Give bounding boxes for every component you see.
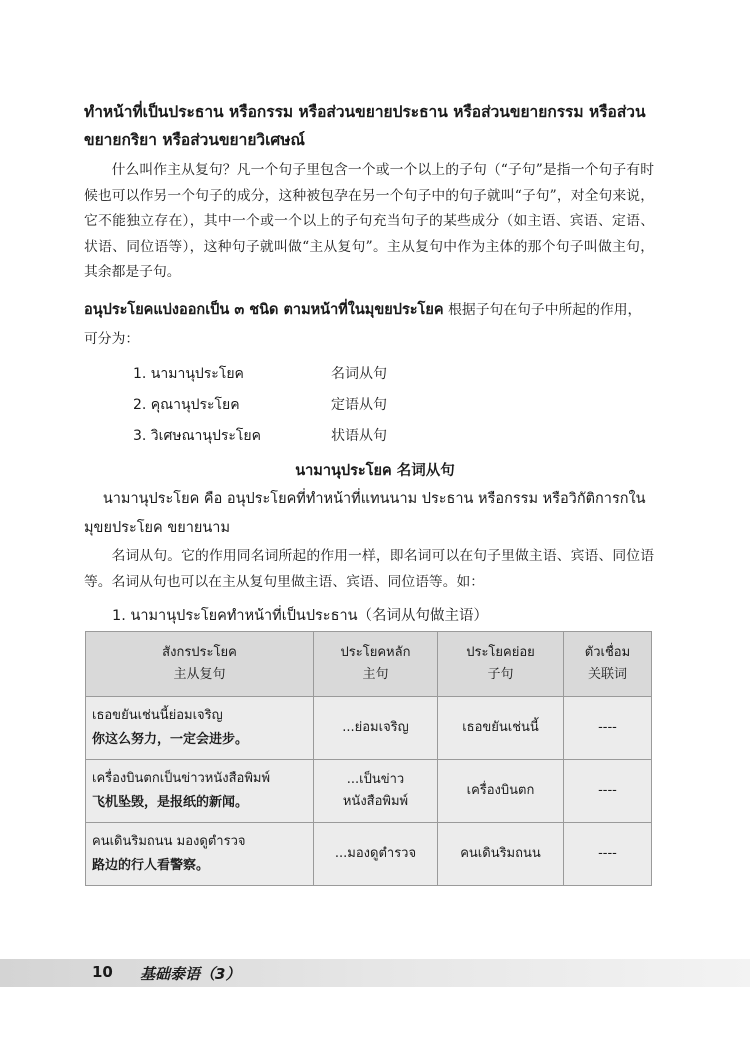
list-item-thai: 1. นามานุประโยค — [133, 366, 244, 382]
list-item-zh: 定语从句 — [331, 397, 387, 413]
zh-paragraph-1: 什么叫作主从复句？凡一个句子里包含一个或一个以上的子句（“子句”是指一个句子有时候也可以作另一个句子的成分，这种被包孕在另一个句子中的句子就叫“子句”，对全句来说，它不能独立存在），其中一个或一个以上的子句充当句子的某些成分（如主语、宾语、定语、状语、同位语等），这种句子就叫做“主从复句”。主从复句中作为主体的那个句子叫做主句，其余都是子句。 — [84, 162, 654, 280]
table-header-row — [86, 632, 652, 697]
connector-cell: ---- — [564, 823, 652, 886]
table-row — [86, 823, 652, 886]
list-item-zh: 状语从句 — [331, 428, 387, 444]
zh-paragraph-2: 名词从句。它的作用同名词所起的作用一样，即名词可以在句子里做主语、宾语、同位语等。名词从句也可以在主从复句里做主语、宾语、同位语等。如： — [84, 548, 654, 590]
example-table — [85, 631, 652, 886]
classification-paragraph — [84, 296, 654, 354]
sub-clause-cell: เธอขยันเช่นนี้ — [438, 697, 564, 760]
classification-thai: อนุประโยคแบ่งออกเป็น ๓ ชนิด ตามหน้าที่ในมุขยประโยค — [84, 302, 444, 318]
page-number: 10 — [92, 963, 113, 981]
book-title: 基础泰语（3） — [140, 965, 241, 983]
list-item-thai: 2. คุณานุประโยค — [133, 397, 240, 413]
list-item-thai: 3. วิเศษณานุประโยค — [133, 428, 262, 444]
intro-heading: ทำหน้าที่เป็นประธาน หรือกรรม หรือส่วนขยายประธาน หรือส่วนขยายกรรม หรือส่วนขยายกริยา หรือส่วนขยายวิเศษณ์ — [84, 103, 646, 149]
section-title: นามานุประโยค 名词从句 — [295, 463, 455, 479]
sub-clause-cell: เครื่องบินตก — [438, 760, 564, 823]
classification-zh: 根据子句在句子中所起的作用，可分为： — [84, 302, 642, 347]
definition-text: คือ อนุประโยคที่ทำหน้าที่แทนนาม ประธาน หรือกรรม หรือวิกัติการกในมุขยประโยค ขยายนาม — [84, 491, 646, 536]
definition-term: นามานุประโยค — [102, 491, 200, 507]
header-cell: สังกรประโยค 主从复句 — [86, 632, 314, 697]
list-item-zh: 名词从句 — [331, 366, 387, 382]
list-item — [0, 363, 750, 387]
connector-cell: ---- — [564, 760, 652, 823]
table-row — [86, 697, 652, 760]
list-item — [0, 425, 750, 449]
sub-clause-cell: คนเดินริมถนน — [438, 823, 564, 886]
header-cell: ตัวเชื่อม 关联词 — [564, 632, 652, 697]
main-clause-cell: ...เป็นข่าว หนังสือพิมพ์ — [314, 760, 438, 823]
definition-paragraph — [84, 485, 654, 543]
list-item — [0, 394, 750, 418]
main-clause-cell: ...มองดูตำรวจ — [314, 823, 438, 886]
table-row — [86, 760, 652, 823]
connector-cell: ---- — [564, 697, 652, 760]
header-cell: ประโยคย่อย 子句 — [438, 632, 564, 697]
sentence-cell: เธอขยันเช่นนี้ย่อมเจริญ 你这么努力，一定会进步。 — [86, 697, 314, 760]
sentence-cell: เครื่องบินตกเป็นข่าวหนังสือพิมพ์ 飞机坠毁，是报纸的新闻。 — [86, 760, 314, 823]
header-cell: ประโยคหลัก 主句 — [314, 632, 438, 697]
sentence-cell: คนเดินริมถนน มองดูตำรวจ 路边的行人看警察。 — [86, 823, 314, 886]
main-clause-cell: ...ย่อมเจริญ — [314, 697, 438, 760]
example-heading: 1. นามานุประโยคทำหน้าที่เป็นประธาน（名词从句做主语） — [112, 608, 489, 624]
